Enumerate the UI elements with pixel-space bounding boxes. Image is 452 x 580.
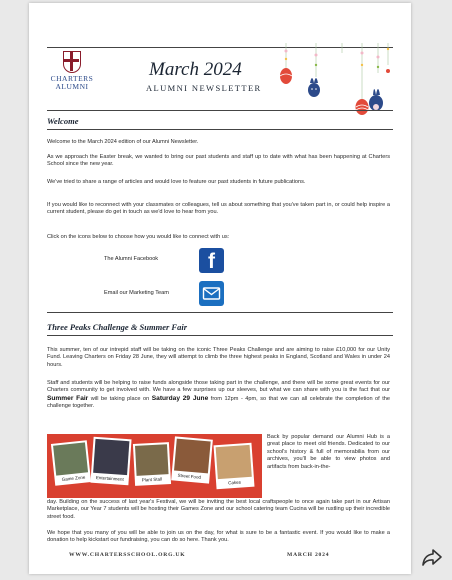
welcome-paragraph: We've tried to share a range of articles and would love to feature our past students in future publications. [47, 179, 306, 185]
fair-date-highlight: Saturday 29 June [151, 394, 209, 402]
three-peaks-heading: Three Peaks Challenge & Summer Fair [47, 322, 188, 332]
summer-fair-highlight: Summer Fair [47, 394, 89, 402]
easter-decoration-icon [274, 43, 394, 133]
logo-text-line2: ALUMNI [55, 82, 89, 91]
newsletter-title: March 2024 [149, 59, 242, 80]
charters-alumni-logo [49, 51, 95, 101]
section-divider-rule [47, 312, 393, 313]
welcome-paragraph: Welcome to the March 2024 edition of our Alumni Newsletter. [47, 139, 199, 145]
facebook-icon[interactable]: f [199, 248, 224, 273]
email-icon[interactable] [199, 281, 224, 306]
closing-paragraph: We hope that you many of you will be able to join us on the day, for what is sure to be a fantastic event. If you would like to make a donation to help kickstart our fundraising, you can do so here. Thank you. [47, 530, 390, 544]
newsletter-page [29, 3, 411, 574]
welcome-paragraph: As we approach the Easter break, we wanted to bring our past students and staff up to date with what has been happening at Charters School since the new year. [47, 154, 390, 168]
logo-text-line1: CHARTERS [50, 74, 94, 83]
facebook-label: The Alumni Facebook [104, 256, 159, 262]
welcome-heading: Welcome [47, 116, 79, 126]
header-bottom-rule [47, 110, 393, 111]
festival-paragraph: day. Building on the success of last year's Festival, we will be inviting the best local craftspeople to once again take part in our Artisan Marketplace, our Year 7 students will be hosting their Games Zone and our school catering team Cucina will be rustling up their incredible street food. [47, 499, 390, 520]
summer-fair-photo-collage [47, 434, 262, 498]
share-arrow-icon[interactable] [420, 545, 444, 569]
footer-website[interactable]: WWW.CHARTERSSCHOOL.ORG.UK [69, 552, 186, 558]
alumni-hub-paragraph: Back by popular demand our Alumni Hub is a great place to meet old friends. Dedicated to our school's history & full of memorabilia from our archives, you'll be able to view photos and artifacts from back-in-the- [267, 434, 390, 470]
photo-tag: Game Zone [61, 474, 86, 483]
footer-date: MARCH 2024 [287, 552, 330, 558]
photo-tag: Cakes [227, 479, 242, 486]
welcome-paragraph: Click on the icons below to choose how you would like to connect with us: [47, 234, 230, 240]
three-peaks-paragraph: This summer, ten of our intrepid staff will be taking on the iconic Three Peaks Challenge and are aiming to raise £10,000 for our Unity Fund. Leaving Charters on Friday 28 June, they will attempt to climb the three highest peaks in England, Scotland and Wales in under 24 hours. [47, 347, 390, 368]
photo-tag: Entertainment [95, 474, 124, 482]
newsletter-subtitle: ALUMNI NEWSLETTER [146, 83, 262, 93]
three-peaks-heading-rule [47, 335, 393, 336]
welcome-heading-rule [47, 129, 393, 130]
photo-tag: Plant Stall [141, 476, 163, 483]
photo-tag: Street Food [177, 472, 202, 480]
welcome-paragraph: If you would like to reconnect with your classmates or colleagues, tell us about something that you've taken part in, or could help inspire a current student, please do get in touch as we'd love to hear from you. [47, 202, 390, 216]
shield-icon [63, 51, 81, 73]
email-label: Email our Marketing Team [104, 290, 169, 296]
summer-fair-paragraph: Staff and students will be helping to raise funds alongside those taking part in the challenge, and there will be some great events for our Charters community to get involved with. We have a few surprises up our sleeves, but what we can share with you is the fact that our Summer Fair will be taking place on Saturday 29 June from 12pm - 4pm, so that we can all celebrate the completion of the challenge together. [47, 380, 390, 410]
